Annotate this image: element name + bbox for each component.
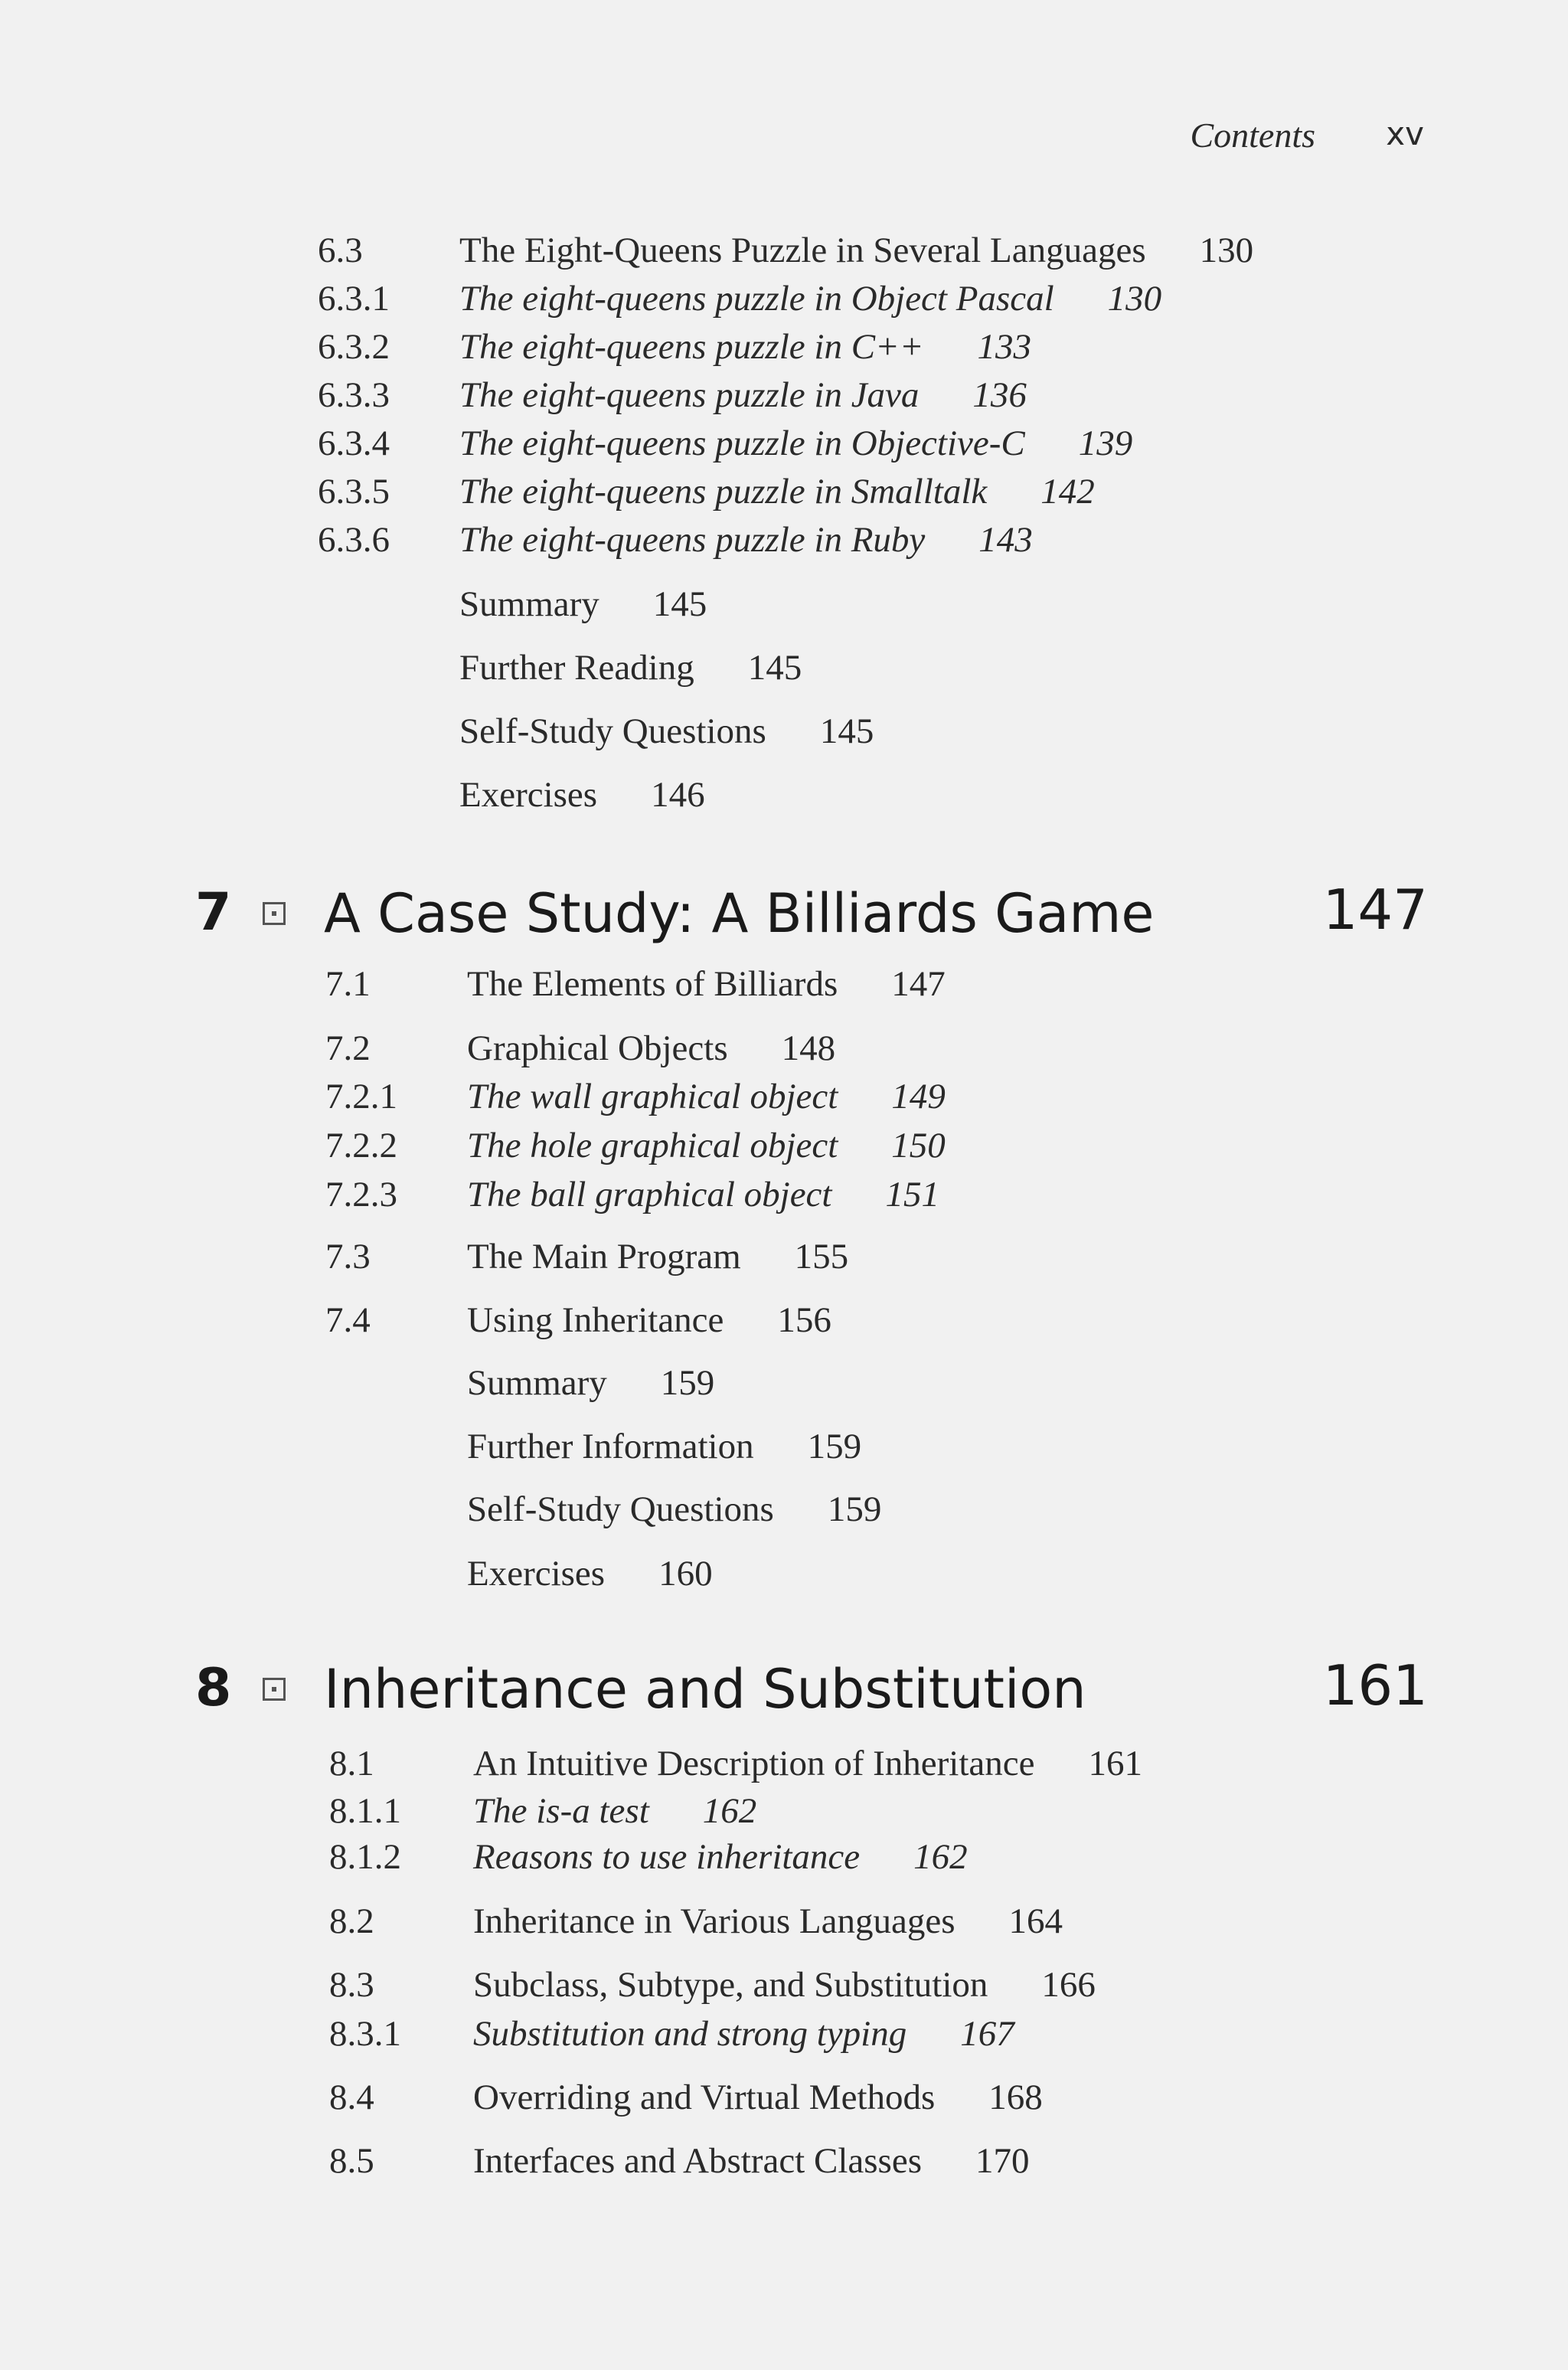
toc-entry[interactable] [318, 471, 1332, 525]
toc-entry-number: 8.3 [329, 1965, 374, 2005]
toc-entry-title [459, 519, 1033, 561]
toc-entry-title [467, 1076, 946, 1117]
toc-entry-title [473, 1790, 756, 1832]
toc-entry-title-text: The eight-queens puzzle in Object Pascal [459, 279, 1054, 319]
toc-entry-page-number: 143 [978, 520, 1033, 560]
toc-entry-title-text: Reasons to use inheritance [473, 1837, 861, 1877]
toc-entry-page-number: 145 [747, 648, 802, 688]
toc-entry[interactable] [325, 1553, 1332, 1607]
toc-entry-title [467, 1125, 946, 1166]
toc-entry[interactable] [325, 1299, 1332, 1353]
toc-entry-title [473, 2013, 1014, 2055]
toc-entry[interactable] [325, 1236, 1332, 1290]
chapter-7-heading[interactable] [195, 878, 1428, 951]
toc-entry-title-text: The eight-queens puzzle in C++ [459, 327, 924, 367]
toc-entry-number: 8.5 [329, 2141, 374, 2181]
toc-entry-title [467, 963, 946, 1005]
toc-entry[interactable] [325, 1362, 1332, 1416]
toc-entry-title [473, 1836, 968, 1878]
toc-entry-title [467, 1174, 939, 1215]
chapter-8-heading[interactable] [195, 1653, 1428, 1727]
toc-entry-title [473, 1901, 1063, 1942]
toc-entry-title [459, 711, 874, 752]
toc-entry-title [467, 1236, 848, 1277]
toc-entry[interactable] [325, 1426, 1332, 1479]
toc-entry-number: 8.4 [329, 2077, 374, 2117]
toc-entry-title-text: The Eight-Queens Puzzle in Several Languages [459, 230, 1146, 270]
toc-entry-page-number: 167 [960, 2014, 1014, 2054]
toc-entry[interactable] [318, 711, 1332, 764]
toc-entry-number: 6.3.2 [318, 327, 390, 367]
toc-entry-page-number: 151 [885, 1175, 939, 1214]
toc-entry-title-text: An Intuitive Description of Inheritance [473, 1744, 1035, 1783]
toc-entry[interactable] [325, 1028, 1332, 1081]
toc-entry[interactable] [329, 2013, 1332, 2067]
toc-entry-page-number: 146 [651, 775, 705, 815]
toc-entry-title-text: The Main Program [467, 1237, 741, 1277]
chapter-page-number: 147 [1322, 878, 1428, 942]
toc-entry-title-text: The wall graphical object [467, 1077, 838, 1116]
toc-entry-page-number: 168 [988, 2077, 1043, 2117]
running-head [0, 115, 1568, 168]
toc-entry[interactable] [325, 1174, 1332, 1227]
toc-entry-page-number: 130 [1107, 279, 1162, 319]
chapter-number: 8 [195, 1658, 232, 1718]
toc-entry-page-number: 145 [819, 711, 874, 751]
toc-entry[interactable] [329, 1836, 1332, 1890]
toc-entry-title [467, 1362, 714, 1404]
toc-entry-title [467, 1299, 831, 1341]
toc-entry-title [459, 774, 705, 816]
toc-entry-number: 8.1.1 [329, 1791, 401, 1831]
toc-entry-title-text: The eight-queens puzzle in Objective-C [459, 423, 1025, 463]
toc-entry-title-text: Summary [459, 584, 599, 624]
toc-entry-number: 6.3.3 [318, 375, 390, 415]
toc-entry-page-number: 150 [891, 1126, 946, 1165]
chapter-page-number: 161 [1322, 1653, 1428, 1718]
toc-entry-page-number: 136 [972, 375, 1027, 415]
toc-entry-title-text: The eight-queens puzzle in Java [459, 375, 920, 415]
toc-entry-number: 8.3.1 [329, 2014, 401, 2054]
toc-entry-title [467, 1028, 835, 1069]
toc-entry-page-number: 164 [1008, 1901, 1063, 1941]
toc-entry-page-number: 170 [975, 2141, 1030, 2181]
toc-entry-title-text: Using Inheritance [467, 1300, 724, 1340]
toc-entry[interactable] [329, 1901, 1332, 1954]
toc-entry-page-number: 133 [977, 327, 1031, 367]
toc-entry[interactable] [325, 963, 1332, 1017]
toc-entry-title-text: Overriding and Virtual Methods [473, 2077, 936, 2117]
toc-entry[interactable] [318, 326, 1332, 380]
toc-entry-page-number: 142 [1040, 472, 1095, 512]
toc-entry-title [473, 2077, 1043, 2118]
toc-entry-number: 7.2.1 [325, 1077, 397, 1116]
toc-entry-title [459, 374, 1027, 416]
chapter-title: Inheritance and Substitution [324, 1658, 1086, 1721]
toc-entry-title [459, 471, 1095, 512]
toc-entry-title [459, 423, 1132, 464]
toc-entry-page-number: 130 [1199, 230, 1254, 270]
toc-entry-title [467, 1489, 881, 1530]
toc-entry[interactable] [318, 278, 1332, 332]
toc-entry[interactable] [318, 423, 1332, 476]
toc-entry-page-number: 161 [1088, 1744, 1142, 1783]
running-head-page-number: xv [1386, 115, 1424, 152]
toc-entry-page-number: 156 [777, 1300, 831, 1340]
toc-entry-title-text: Substitution and strong typing [473, 2014, 907, 2054]
toc-entry[interactable] [318, 519, 1332, 573]
toc-entry-number: 8.1 [329, 1744, 374, 1783]
toc-entry-title-text: Subclass, Subtype, and Substitution [473, 1965, 988, 2005]
toc-entry-title [459, 326, 1031, 368]
toc-entry-number: 7.2.3 [325, 1175, 397, 1214]
toc-entry-page-number: 148 [781, 1028, 836, 1068]
toc-entry[interactable] [325, 1489, 1332, 1542]
toc-entry-title-text: Further Reading [459, 648, 694, 688]
toc-entry[interactable] [325, 1125, 1332, 1178]
toc-entry-number: 8.1.2 [329, 1837, 401, 1877]
toc-entry[interactable] [318, 230, 1332, 283]
toc-entry-page-number: 162 [913, 1837, 968, 1877]
toc-entry-title-text: The Elements of Billiards [467, 964, 838, 1004]
toc-entry-title [473, 1743, 1142, 1784]
toc-entry-page-number: 159 [660, 1363, 715, 1403]
toc-entry-title-text: The eight-queens puzzle in Smalltalk [459, 472, 988, 512]
toc-entry-page-number: 145 [652, 584, 707, 624]
toc-entry-title [459, 647, 802, 688]
toc-entry-page-number: 160 [658, 1554, 713, 1594]
toc-entry-page-number: 159 [827, 1489, 882, 1529]
toc-entry-title-text: Exercises [459, 775, 598, 815]
toc-entry-page-number: 166 [1041, 1965, 1096, 2005]
toc-entry-title [473, 1964, 1096, 2006]
chapter-number: 7 [195, 882, 232, 943]
toc-entry[interactable] [329, 2140, 1332, 2194]
toc-entry[interactable] [329, 1743, 1332, 1796]
toc-entry-title-text: Inheritance in Various Languages [473, 1901, 956, 1941]
toc-entry-number: 7.4 [325, 1300, 371, 1340]
chapter-bullet-icon [263, 1678, 286, 1701]
toc-entry-title-text: The ball graphical object [467, 1175, 832, 1214]
toc-entry-number: 7.1 [325, 964, 371, 1004]
toc-entry-title-text: Self-Study Questions [459, 711, 766, 751]
toc-entry-title-text: Exercises [467, 1554, 606, 1594]
toc-entry-number: 7.2.2 [325, 1126, 397, 1165]
toc-entry-number: 6.3.6 [318, 520, 390, 560]
toc-entry-title [467, 1553, 713, 1594]
toc-entry-title-text: Graphical Objects [467, 1028, 728, 1068]
toc-entry-number: 6.3 [318, 230, 363, 270]
toc-entry-title [467, 1426, 861, 1467]
toc-entry-title-text: Self-Study Questions [467, 1489, 774, 1529]
toc-entry-page-number: 155 [794, 1237, 849, 1277]
toc-entry[interactable] [329, 1964, 1332, 2018]
toc-entry-title [459, 278, 1161, 319]
toc-entry-page-number: 149 [891, 1077, 946, 1116]
toc-entry[interactable] [325, 1076, 1332, 1129]
toc-entry-title [473, 2140, 1030, 2182]
toc-entry[interactable] [318, 374, 1332, 428]
toc-entry-title-text: Summary [467, 1363, 607, 1403]
chapter-title: A Case Study: A Billiards Game [324, 882, 1155, 945]
toc-entry-page-number: 139 [1078, 423, 1133, 463]
toc-entry[interactable] [318, 584, 1332, 637]
toc-entry[interactable] [318, 647, 1332, 701]
toc-entry-title-text: Further Information [467, 1427, 754, 1466]
toc-entry-title [459, 584, 707, 625]
toc-entry-number: 8.2 [329, 1901, 374, 1941]
running-head-title: Contents [1190, 116, 1315, 155]
toc-entry-number: 6.3.1 [318, 279, 390, 319]
toc-entry-number: 6.3.5 [318, 472, 390, 512]
toc-entry[interactable] [318, 774, 1332, 828]
toc-entry-title-text: The is-a test [473, 1791, 649, 1831]
toc-entry-title-text: The eight-queens puzzle in Ruby [459, 520, 926, 560]
toc-entry-title-text: The hole graphical object [467, 1126, 838, 1165]
toc-entry-title [459, 230, 1253, 271]
chapter-bullet-icon [263, 902, 286, 925]
toc-entry-title-text: Interfaces and Abstract Classes [473, 2141, 922, 2181]
toc-entry-page-number: 162 [702, 1791, 757, 1831]
toc-entry-number: 6.3.4 [318, 423, 390, 463]
toc-entry-page-number: 159 [807, 1427, 862, 1466]
toc-entry-number: 7.3 [325, 1237, 371, 1277]
toc-entry-page-number: 147 [891, 964, 946, 1004]
toc-entry[interactable] [329, 2077, 1332, 2130]
toc-entry-number: 7.2 [325, 1028, 371, 1068]
